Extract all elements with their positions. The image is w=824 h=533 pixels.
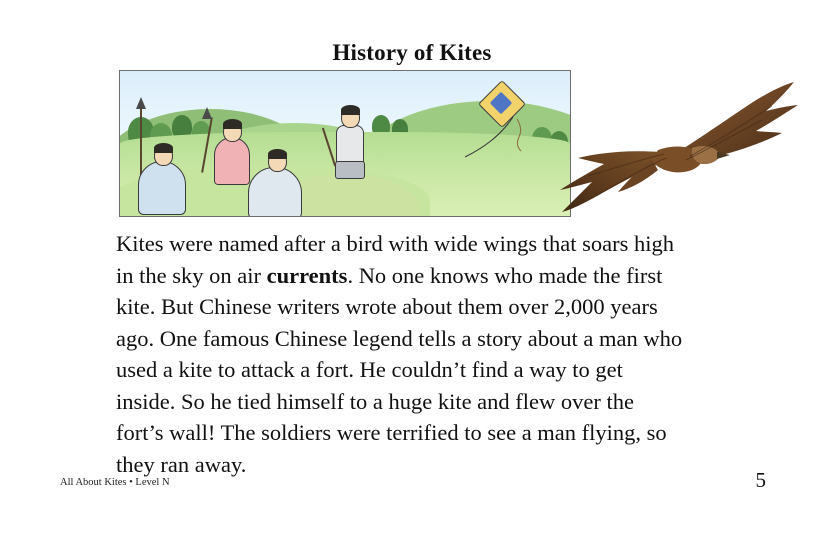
figure-hair [268, 149, 287, 159]
robe [214, 137, 250, 185]
kite-illustration [119, 70, 571, 217]
figure-head [341, 107, 360, 128]
figure-head [154, 145, 173, 166]
figure-hair [154, 143, 173, 153]
figure-hair [341, 105, 360, 115]
figure-head [268, 151, 287, 172]
spear-tip [136, 97, 146, 109]
page-title: History of Kites [332, 40, 492, 65]
robe [138, 161, 186, 215]
spear-tip [202, 107, 212, 119]
figure-hair [223, 119, 242, 129]
footer-book-info: All About Kites • Level N [60, 477, 170, 488]
page-number: 5 [755, 468, 766, 492]
robe [248, 167, 302, 217]
soaring-kite-bird-photo [540, 64, 812, 234]
body-paragraph: Kites were named after a bird with wide wings that soars high in the sky on air currents. No one knows who made the first kite. But Chinese writers wrote about them over 2,000 years ago. One famous Chinese legend tells a story about a man who used a kite to attack a fort. He couldn’t find a way to get inside. So he tied himself to a huge kite and flew over the fort’s wall! The soldiers were terrified to see a man flying, so they ran away. [116, 231, 683, 477]
soldier-skirt [335, 161, 365, 179]
figure-head [223, 121, 242, 142]
